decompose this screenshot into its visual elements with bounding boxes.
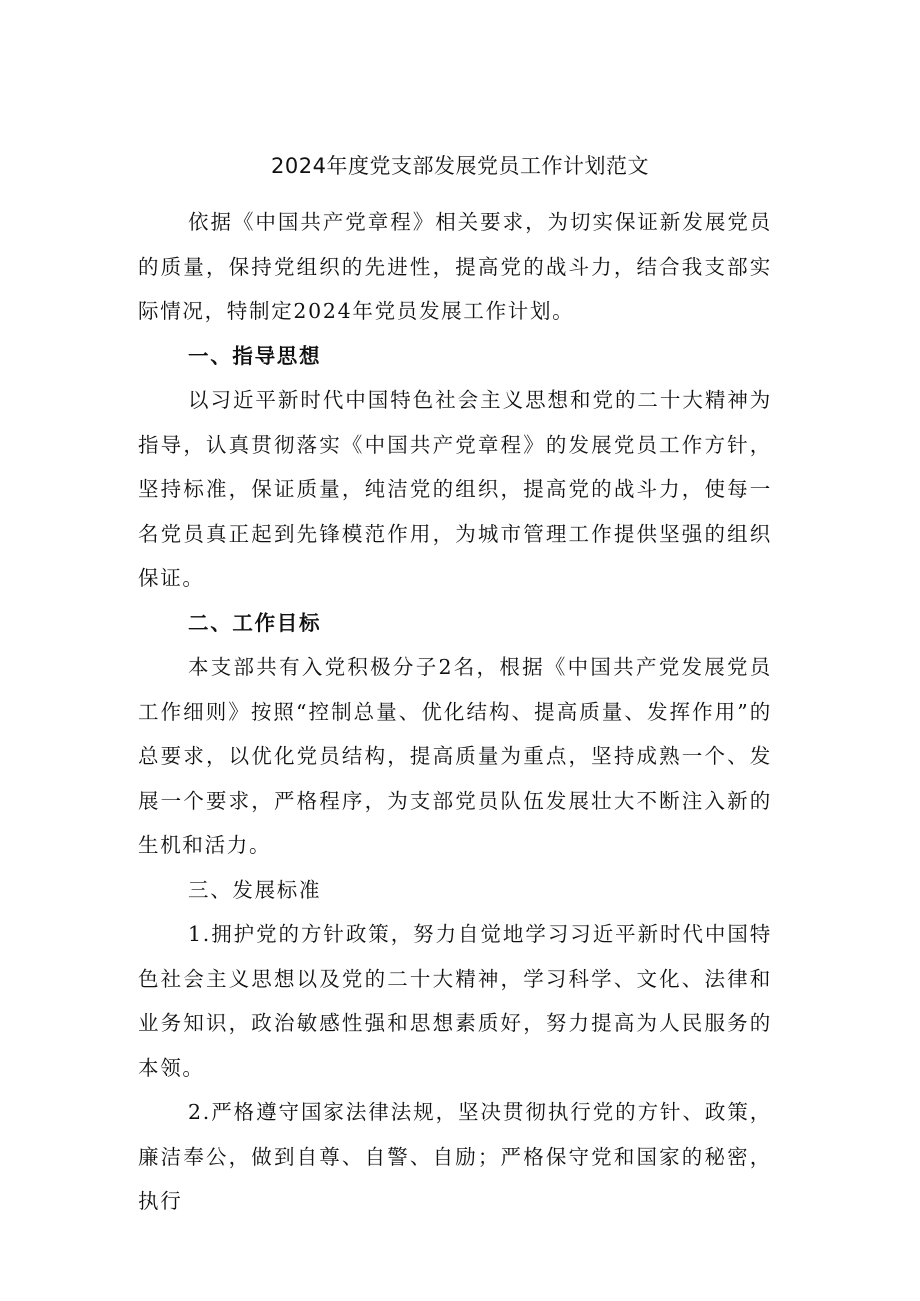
section-heading-work-goals: 二、工作目标 — [188, 610, 322, 635]
section-paragraph: 1.拥护党的方针政策，努力自觉地学习习近平新时代中国特色社会主义思想以及党的二十大精神，学习科学、文化、法律和业务知识，政治敏感性强和思想素质好，努力提高为人民服务的本领。 — [138, 922, 772, 1080]
section-paragraph: 本支部共有入党积极分子2名，根据《中国共产党发展党员工作细则》按照“控制总量、优化结构、提高质量、发挥作用”的总要求，以优化党员结构，提高质量为重点，坚持成熟一个、发展一个要求，严格程序，为支部党员队伍发展壮大不断注入新的生机和活力。 — [138, 655, 772, 857]
document-body — [138, 200, 772, 1224]
section-paragraph: 以习近平新时代中国特色社会主义思想和党的二十大精神为指导，认真贯彻落实《中国共产党章程》的发展党员工作方针，坚持标准，保证质量，纯洁党的组织，提高党的战斗力，使每一名党员真正起到先锋模范作用，为城市管理工作提供坚强的组织保证。 — [138, 388, 772, 590]
section-paragraph: 2.严格遵守国家法律法规，坚决贯彻执行党的方针、政策，廉洁奉公，做到自尊、自警、自励；严格保守党和国家的秘密，执行 — [138, 1100, 772, 1213]
section-heading-development-standards: 三、发展标准 — [188, 877, 322, 902]
intro-paragraph: 依据《中国共产党章程》相关要求，为切实保证新发展党员的质量，保持党组织的先进性，提高党的战斗力，结合我支部实际情况，特制定2024年党员发展工作计划。 — [138, 210, 772, 323]
document-title: 2024年度党支部发展党员工作计划范文 — [271, 154, 649, 178]
section-heading-guiding-ideology: 一、指导思想 — [188, 343, 322, 368]
